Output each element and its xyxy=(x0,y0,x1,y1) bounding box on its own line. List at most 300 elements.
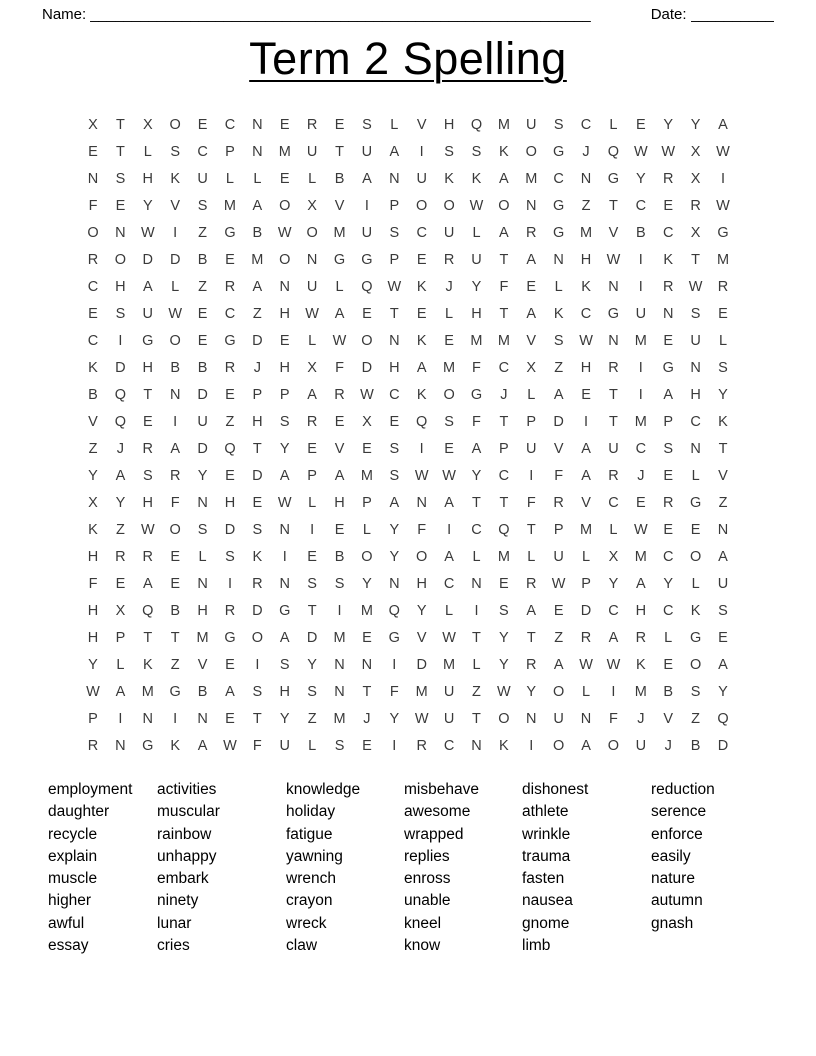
grid-letter: B xyxy=(252,224,263,241)
grid-letter: P xyxy=(553,521,564,538)
grid-letter: Y xyxy=(499,629,509,646)
grid-letter: S xyxy=(362,116,372,133)
grid-letter: Y xyxy=(115,494,126,511)
grid-letter: R xyxy=(580,629,592,646)
grid-letter: A xyxy=(334,467,345,484)
grid-letter: N xyxy=(690,359,701,376)
grid-letter: T xyxy=(472,494,481,511)
grid-letter: H xyxy=(279,359,290,376)
grid-letter: M xyxy=(415,683,428,700)
grid-letter: O xyxy=(279,197,291,214)
grid-letter: E xyxy=(416,251,427,268)
grid-letter: L xyxy=(308,737,317,754)
grid-letter: S xyxy=(197,197,208,214)
grid-letter: S xyxy=(389,467,400,484)
grid-letter: I xyxy=(173,224,178,241)
grid-letter: Y xyxy=(389,710,400,727)
grid-letter: Y xyxy=(718,386,728,403)
grid-letter: W xyxy=(140,224,155,241)
grid-letter: Z xyxy=(581,197,591,214)
grid-letter: M xyxy=(634,413,647,430)
grid-letter: R xyxy=(224,278,236,295)
grid-letter: R xyxy=(608,467,619,484)
grid-letter: A xyxy=(444,548,454,565)
word-item: wrapped xyxy=(404,825,464,843)
word-item: serence xyxy=(651,803,707,821)
word-item: muscular xyxy=(157,803,220,821)
grid-letter: C xyxy=(690,413,701,430)
grid-letter: G xyxy=(689,629,702,646)
grid-letter: G xyxy=(553,197,565,214)
grid-letter: E xyxy=(279,332,290,349)
grid-letter: L xyxy=(171,278,180,295)
grid-letter: A xyxy=(581,467,591,484)
word-item: limb xyxy=(522,937,551,955)
grid-letter: R xyxy=(662,170,674,187)
word-item: crayon xyxy=(286,892,333,910)
grid-letter: A xyxy=(499,170,509,187)
grid-letter: V xyxy=(416,629,427,646)
grid-letter: L xyxy=(253,170,262,187)
grid-letter: K xyxy=(88,359,98,376)
grid-letter: H xyxy=(252,413,263,430)
grid-letter: I xyxy=(611,683,616,700)
grid-letter: D xyxy=(252,332,263,349)
grid-letter: S xyxy=(389,224,400,241)
grid-letter: W xyxy=(277,494,292,511)
grid-row xyxy=(79,138,736,165)
grid-letter: T xyxy=(499,305,509,322)
grid-letter: F xyxy=(389,683,399,700)
grid-letter: U xyxy=(443,224,455,241)
grid-letter: I xyxy=(638,359,643,376)
grid-letter: U xyxy=(635,737,647,754)
grid-letter: W xyxy=(86,683,100,700)
grid-row xyxy=(79,327,736,354)
grid-letter: U xyxy=(608,440,619,457)
grid-letter: S xyxy=(471,143,482,160)
grid-letter: L xyxy=(472,656,481,673)
grid-letter: S xyxy=(444,413,454,430)
grid-letter: M xyxy=(634,683,647,700)
grid-letter: S xyxy=(690,305,701,322)
grid-letter: T xyxy=(389,305,399,322)
grid-letter: H xyxy=(416,575,427,592)
grid-letter: R xyxy=(717,278,729,295)
grid-letter: O xyxy=(169,332,181,349)
grid-letter: D xyxy=(197,440,208,457)
grid-letter: Q xyxy=(717,710,729,727)
word-list-column xyxy=(522,779,651,957)
grid-letter: X xyxy=(690,170,701,187)
grid-letter: Z xyxy=(554,359,564,376)
grid-letter: U xyxy=(361,224,373,241)
grid-letter: C xyxy=(471,521,482,538)
grid-letter: A xyxy=(635,575,646,592)
grid-letter: W xyxy=(497,683,511,700)
grid-letter: G xyxy=(607,305,620,322)
grid-letter: M xyxy=(634,548,647,565)
grid-letter: H xyxy=(334,494,345,511)
grid-letter: P xyxy=(88,710,98,727)
word-list-column xyxy=(651,779,715,957)
grid-letter: F xyxy=(88,197,98,214)
grid-letter: F xyxy=(417,521,427,538)
grid-letter: L xyxy=(308,170,317,187)
grid-letter: G xyxy=(553,143,565,160)
grid-letter: R xyxy=(224,359,236,376)
word-item: nature xyxy=(651,870,695,888)
grid-letter: N xyxy=(279,575,290,592)
word-item: yawning xyxy=(286,847,343,865)
grid-letter: N xyxy=(526,710,537,727)
grid-row xyxy=(79,111,736,138)
grid-letter: A xyxy=(718,116,728,133)
word-item: easily xyxy=(651,847,691,865)
grid-letter: R xyxy=(635,629,647,646)
grid-letter: C xyxy=(498,467,510,484)
grid-letter: N xyxy=(471,737,482,754)
grid-letter: N xyxy=(334,683,345,700)
grid-letter: E xyxy=(115,575,126,592)
word-list-column xyxy=(286,779,404,957)
grid-letter: J xyxy=(116,440,125,457)
grid-letter: W xyxy=(442,467,456,484)
grid-letter: E xyxy=(225,467,235,484)
grid-letter: W xyxy=(688,278,703,295)
grid-letter: P xyxy=(115,629,126,646)
grid-row xyxy=(79,651,736,678)
grid-letter: T xyxy=(691,251,701,268)
grid-letter: X xyxy=(362,413,372,430)
grid-letter: G xyxy=(388,629,400,646)
grid-letter: S xyxy=(334,737,345,754)
grid-letter: F xyxy=(499,278,509,295)
grid-letter: U xyxy=(690,332,701,349)
grid-letter: I xyxy=(638,386,643,403)
grid-letter: X xyxy=(307,359,317,376)
word-item: wreck xyxy=(286,914,327,932)
grid-letter: Q xyxy=(361,278,373,295)
grid-letter: A xyxy=(115,683,126,700)
grid-letter: W xyxy=(387,278,402,295)
grid-letter: S xyxy=(553,116,564,133)
grid-letter: A xyxy=(389,143,400,160)
grid-letter: P xyxy=(389,251,400,268)
word-item: awesome xyxy=(404,803,471,821)
word-item: trauma xyxy=(522,847,571,865)
grid-letter: Y xyxy=(142,197,153,214)
grid-letter: Z xyxy=(198,278,207,295)
grid-letter: L xyxy=(691,467,700,484)
grid-letter: R xyxy=(224,602,236,619)
grid-letter: G xyxy=(224,629,236,646)
grid-letter: E xyxy=(334,116,345,133)
grid-letter: N xyxy=(197,575,208,592)
grid-letter: O xyxy=(443,197,455,214)
word-search-grid xyxy=(79,111,736,759)
grid-letter: K xyxy=(252,548,263,565)
grid-letter: Y xyxy=(499,656,509,673)
grid-letter: G xyxy=(224,224,236,241)
grid-letter: E xyxy=(635,116,646,133)
grid-letter: F xyxy=(554,467,564,484)
grid-letter: M xyxy=(333,710,346,727)
grid-letter: A xyxy=(307,386,317,403)
grid-letter: S xyxy=(307,683,317,700)
grid-letter: N xyxy=(279,278,290,295)
grid-letter: R xyxy=(690,197,701,214)
grid-letter: Y xyxy=(635,170,646,187)
grid-letter: C xyxy=(608,602,619,619)
grid-letter: V xyxy=(197,656,208,673)
grid-letter: L xyxy=(582,683,591,700)
grid-letter: L xyxy=(308,494,317,511)
grid-letter: A xyxy=(553,656,564,673)
word-list-column xyxy=(157,779,286,957)
word-item: rainbow xyxy=(157,825,212,843)
grid-letter: V xyxy=(526,332,537,349)
grid-letter: H xyxy=(443,116,455,133)
grid-letter: A xyxy=(279,467,290,484)
grid-letter: I xyxy=(474,602,479,619)
grid-letter: C xyxy=(662,602,674,619)
grid-letter: E xyxy=(690,521,701,538)
grid-letter: F xyxy=(609,710,618,727)
date-field-group xyxy=(651,6,774,23)
grid-letter: E xyxy=(499,575,509,592)
grid-letter: U xyxy=(717,575,729,592)
grid-letter: Y xyxy=(663,575,674,592)
grid-letter: T xyxy=(362,683,372,700)
word-item: explain xyxy=(48,847,98,865)
grid-letter: E xyxy=(334,521,345,538)
name-blank-line: ____________________________________________________________ xyxy=(90,6,591,23)
grid-letter: Y xyxy=(197,467,208,484)
grid-letter: Y xyxy=(279,710,290,727)
grid-letter: W xyxy=(579,332,593,349)
grid-row xyxy=(79,273,736,300)
grid-letter: Q xyxy=(388,602,400,619)
grid-letter: E xyxy=(197,116,208,133)
grid-letter: A xyxy=(225,683,235,700)
grid-letter: Y xyxy=(362,575,372,592)
grid-letter: N xyxy=(87,170,99,187)
grid-letter: O xyxy=(553,737,565,754)
grid-letter: S xyxy=(444,143,454,160)
grid-letter: N xyxy=(389,575,400,592)
grid-letter: E xyxy=(225,251,235,268)
grid-letter: G xyxy=(142,737,154,754)
grid-letter: E xyxy=(389,413,400,430)
grid-letter: R xyxy=(87,737,99,754)
grid-letter: B xyxy=(88,386,98,403)
grid-letter: Z xyxy=(115,521,125,538)
grid-letter: M xyxy=(525,170,538,187)
grid-letter: P xyxy=(252,386,263,403)
grid-letter: C xyxy=(635,440,647,457)
worksheet-header xyxy=(0,0,816,23)
word-item: unhappy xyxy=(157,847,217,865)
grid-letter: A xyxy=(718,548,728,565)
grid-letter: D xyxy=(115,359,126,376)
grid-row xyxy=(79,462,736,489)
grid-letter: H xyxy=(580,251,592,268)
grid-letter: W xyxy=(305,305,319,322)
grid-letter: U xyxy=(443,710,455,727)
grid-letter: B xyxy=(663,683,674,700)
word-item: wrinkle xyxy=(522,825,571,843)
grid-letter: W xyxy=(469,197,484,214)
name-field-group xyxy=(42,6,621,23)
grid-letter: B xyxy=(635,224,646,241)
grid-letter: C xyxy=(580,305,592,322)
grid-letter: V xyxy=(581,494,591,511)
grid-letter: A xyxy=(444,494,454,511)
grid-letter: Y xyxy=(416,602,427,619)
grid-letter: Y xyxy=(526,683,537,700)
grid-letter: A xyxy=(142,278,153,295)
grid-letter: Y xyxy=(471,467,482,484)
grid-letter: L xyxy=(664,629,673,646)
grid-letter: W xyxy=(414,710,429,727)
date-label: Date: xyxy=(650,6,687,23)
word-item: wrench xyxy=(286,870,336,888)
grid-letter: H xyxy=(87,602,99,619)
grid-letter: C xyxy=(498,359,510,376)
grid-letter: Z xyxy=(307,710,317,727)
grid-letter: N xyxy=(389,332,400,349)
grid-letter: W xyxy=(414,467,429,484)
grid-letter: W xyxy=(442,629,456,646)
grid-letter: Z xyxy=(225,413,235,430)
word-item: employment xyxy=(48,781,133,798)
grid-letter: T xyxy=(143,386,153,403)
grid-letter: T xyxy=(143,629,153,646)
word-item: athlete xyxy=(522,803,569,821)
grid-letter: E xyxy=(170,548,181,565)
word-item: gnome xyxy=(522,914,570,932)
grid-letter: T xyxy=(609,386,618,403)
grid-letter: A xyxy=(553,386,564,403)
grid-letter: L xyxy=(527,548,536,565)
grid-letter: B xyxy=(690,737,701,754)
grid-letter: F xyxy=(472,413,481,430)
grid-letter: H xyxy=(142,170,154,187)
date-blank-line: __________ xyxy=(690,6,774,23)
grid-letter: L xyxy=(308,332,317,349)
grid-letter: R xyxy=(252,575,263,592)
grid-letter: Y xyxy=(307,656,317,673)
grid-letter: J xyxy=(253,359,261,376)
grid-letter: R xyxy=(526,575,537,592)
grid-letter: M xyxy=(579,521,593,538)
grid-letter: O xyxy=(361,548,373,565)
grid-letter: D xyxy=(416,656,427,673)
grid-letter: T xyxy=(252,440,262,457)
grid-row xyxy=(79,516,736,543)
grid-letter: W xyxy=(633,521,648,538)
grid-letter: A xyxy=(142,575,153,592)
grid-letter: O xyxy=(416,197,428,214)
grid-letter: A xyxy=(608,629,619,646)
grid-letter: W xyxy=(332,332,347,349)
grid-letter: U xyxy=(553,548,564,565)
grid-letter: I xyxy=(392,656,397,673)
word-item: embark xyxy=(157,870,209,888)
grid-letter: C xyxy=(87,278,99,295)
grid-letter: N xyxy=(471,575,482,592)
grid-letter: K xyxy=(170,170,181,187)
grid-letter: E xyxy=(307,548,317,565)
grid-letter: Y xyxy=(663,116,674,133)
grid-letter: O xyxy=(87,224,99,241)
grid-letter: R xyxy=(115,548,126,565)
grid-letter: I xyxy=(529,737,534,754)
grid-letter: K xyxy=(718,413,728,430)
grid-letter: B xyxy=(170,359,181,376)
grid-letter: R xyxy=(334,386,345,403)
grid-letter: P xyxy=(526,413,537,430)
grid-row xyxy=(79,624,736,651)
grid-letter: Y xyxy=(279,440,290,457)
grid-letter: A xyxy=(471,440,482,457)
grid-letter: O xyxy=(607,737,620,754)
grid-letter: X xyxy=(142,116,153,133)
grid-letter: T xyxy=(499,251,509,268)
grid-row xyxy=(79,489,736,516)
grid-letter: C xyxy=(197,143,208,160)
grid-letter: M xyxy=(360,467,373,484)
grid-letter: D xyxy=(224,521,236,538)
grid-letter: E xyxy=(197,305,208,322)
word-item: recycle xyxy=(48,825,98,843)
grid-letter: C xyxy=(87,332,99,349)
grid-letter: B xyxy=(170,602,181,619)
grid-letter: H xyxy=(389,359,400,376)
grid-letter: N xyxy=(526,197,537,214)
grid-letter: I xyxy=(720,170,725,187)
grid-letter: U xyxy=(306,278,318,295)
grid-letter: I xyxy=(447,521,452,538)
grid-letter: N xyxy=(416,494,427,511)
grid-letter: D xyxy=(252,602,263,619)
word-item: reduction xyxy=(651,781,715,798)
grid-letter: I xyxy=(118,710,123,727)
grid-letter: I xyxy=(584,413,589,430)
grid-letter: G xyxy=(662,359,674,376)
grid-letter: U xyxy=(526,116,537,133)
grid-letter: I xyxy=(337,602,342,619)
grid-letter: P xyxy=(663,413,674,430)
grid-letter: M xyxy=(333,224,346,241)
grid-letter: N xyxy=(197,710,208,727)
grid-letter: K xyxy=(690,602,701,619)
grid-letter: X xyxy=(690,143,701,160)
grid-letter: E xyxy=(225,710,235,727)
grid-letter: X xyxy=(690,224,701,241)
grid-letter: O xyxy=(416,548,428,565)
grid-letter: A xyxy=(581,737,591,754)
grid-letter: G xyxy=(607,170,620,187)
grid-letter: A xyxy=(252,278,263,295)
grid-letter: V xyxy=(416,116,427,133)
grid-letter: E xyxy=(362,440,372,457)
word-item: muscle xyxy=(48,870,98,888)
grid-row xyxy=(79,408,736,435)
grid-letter: F xyxy=(526,494,536,511)
grid-letter: N xyxy=(115,224,126,241)
